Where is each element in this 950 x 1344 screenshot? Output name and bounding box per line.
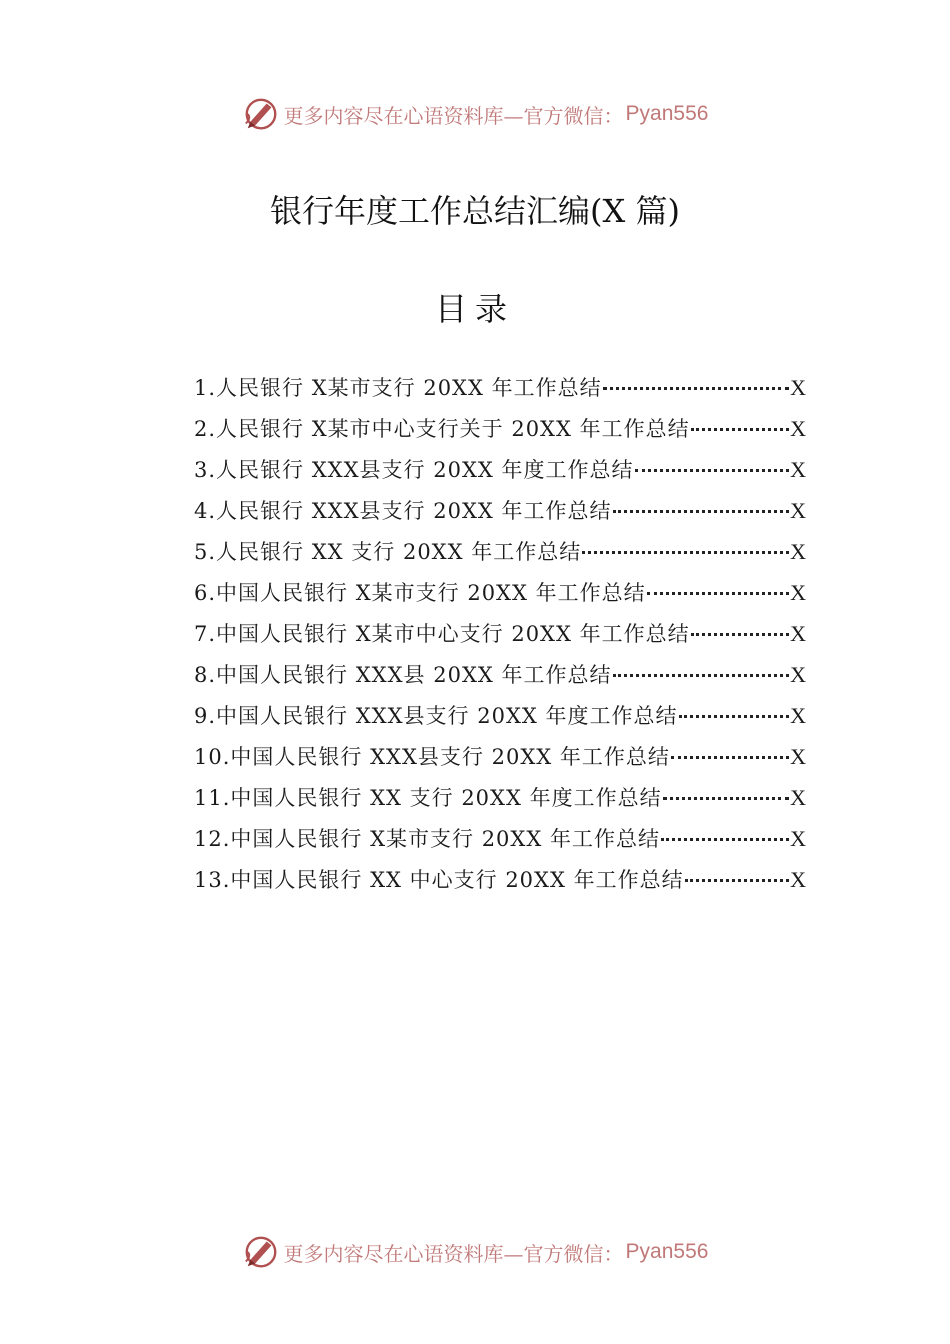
toc-entry[interactable] xyxy=(194,577,806,618)
table-of-contents xyxy=(194,372,806,905)
toc-entry-label: 5.人民银行 XX 支行 20XX 年工作总结 xyxy=(194,540,582,564)
toc-dot-leader xyxy=(582,551,789,554)
toc-heading: 目录 xyxy=(434,290,515,328)
toc-entry-page: X xyxy=(790,457,806,482)
wechat-id: Pyan556 xyxy=(625,102,709,125)
toc-dot-leader xyxy=(685,879,789,882)
toc-entry-page: X xyxy=(790,662,806,687)
toc-entry-page: X xyxy=(790,539,806,564)
document-title: 银行年度工作总结汇编(X 篇) xyxy=(270,192,680,230)
toc-entry-label: 3.人民银行 XXX县支行 20XX 年度工作总结 xyxy=(194,458,634,482)
toc-dot-leader xyxy=(613,510,790,513)
toc-entry[interactable] xyxy=(194,741,806,782)
toc-entry-label: 1.人民银行 X某市支行 20XX 年工作总结 xyxy=(194,376,602,400)
toc-entry-page: X xyxy=(790,621,806,646)
toc-entry-label: 12.中国人民银行 X某市支行 20XX 年工作总结 xyxy=(194,827,660,851)
toc-dot-leader xyxy=(691,428,789,431)
toc-entry-page: X xyxy=(790,703,806,728)
watermark-banner-top xyxy=(0,94,950,134)
toc-entry[interactable] xyxy=(194,782,806,823)
toc-dot-leader xyxy=(603,387,789,390)
toc-entry[interactable] xyxy=(194,700,806,741)
toc-entry-label: 13.中国人民银行 XX 中心支行 20XX 年工作总结 xyxy=(194,868,684,892)
toc-entry-label: 2.人民银行 X某市中心支行关于 20XX 年工作总结 xyxy=(194,417,690,441)
watermark-text: 更多内容尽在心语资料库—官方微信： xyxy=(283,1241,624,1266)
toc-dot-leader xyxy=(691,633,789,636)
watermark-banner-content xyxy=(242,1233,709,1271)
watermark-banner-bottom xyxy=(0,1232,950,1272)
toc-entry-label: 8.中国人民银行 XXX县 20XX 年工作总结 xyxy=(194,663,612,687)
toc-entry[interactable] xyxy=(194,454,806,495)
toc-entry[interactable] xyxy=(194,864,806,905)
toc-entry[interactable] xyxy=(194,618,806,659)
toc-dot-leader xyxy=(661,838,789,841)
pen-logo-icon xyxy=(242,1233,280,1271)
watermark-text: 更多内容尽在心语资料库—官方微信： xyxy=(283,103,624,128)
toc-entry-label: 6.中国人民银行 X某市支行 20XX 年工作总结 xyxy=(194,581,646,605)
toc-entry-label: 10.中国人民银行 XXX县支行 20XX 年工作总结 xyxy=(194,745,670,769)
toc-entry[interactable] xyxy=(194,495,806,536)
toc-entry-page: X xyxy=(790,867,806,892)
toc-entry-label: 9.中国人民银行 XXX县支行 20XX 年度工作总结 xyxy=(194,704,678,728)
toc-entry-page: X xyxy=(790,744,806,769)
toc-entry[interactable] xyxy=(194,372,806,413)
toc-dot-leader xyxy=(613,674,790,677)
toc-entry-label: 11.中国人民银行 XX 支行 20XX 年度工作总结 xyxy=(194,786,662,810)
toc-entry-page: X xyxy=(790,580,806,605)
pen-logo-icon xyxy=(242,95,280,133)
toc-dot-leader xyxy=(663,797,789,800)
toc-dot-leader xyxy=(635,469,790,472)
toc-dot-leader xyxy=(671,756,789,759)
toc-entry-label: 4.人民银行 XXX县支行 20XX 年工作总结 xyxy=(194,499,612,523)
toc-entry[interactable] xyxy=(194,823,806,864)
toc-entry-page: X xyxy=(790,826,806,851)
toc-entry-page: X xyxy=(790,785,806,810)
toc-entry[interactable] xyxy=(194,536,806,577)
wechat-id: Pyan556 xyxy=(625,1240,709,1263)
toc-dot-leader xyxy=(679,715,790,718)
toc-entry[interactable] xyxy=(194,659,806,700)
toc-entry-page: X xyxy=(790,375,806,400)
toc-entry-page: X xyxy=(790,498,806,523)
toc-dot-leader xyxy=(647,592,789,595)
toc-entry-page: X xyxy=(790,416,806,441)
toc-entry[interactable] xyxy=(194,413,806,454)
toc-entry-label: 7.中国人民银行 X某市中心支行 20XX 年工作总结 xyxy=(194,622,690,646)
watermark-banner-content xyxy=(242,95,709,133)
